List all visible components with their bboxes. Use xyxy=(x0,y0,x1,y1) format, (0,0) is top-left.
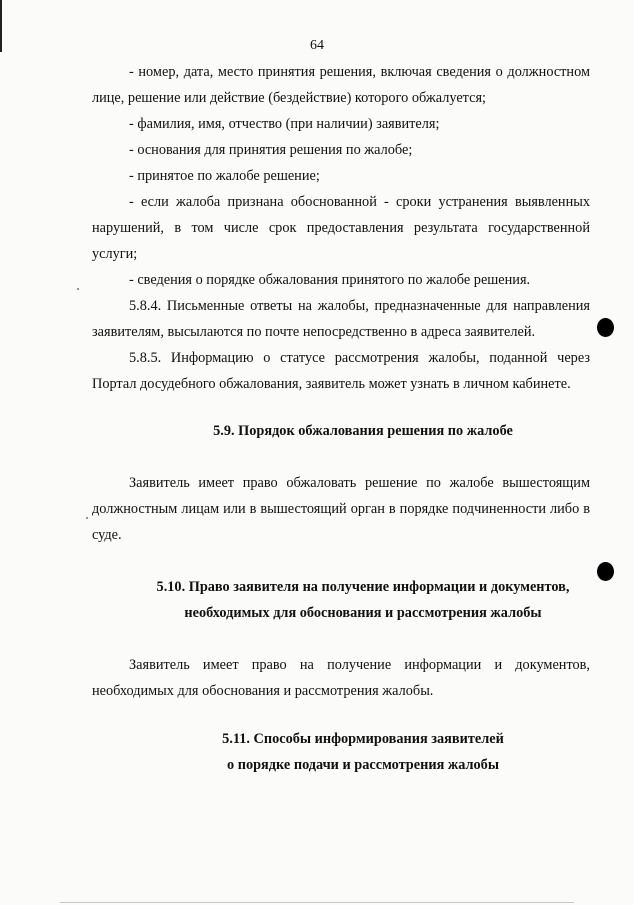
list-item: - сведения о порядке обжалования принятого по жалобе решения. xyxy=(129,272,531,288)
heading-line: 5.10. Право заявителя на получение информации и документов, xyxy=(156,579,570,595)
list-item: - если жалоба признана обоснованной - сроки устранения выявленных нарушений, в том числе срок предоставления результата государственной услуги; xyxy=(92,194,590,262)
scan-speck xyxy=(77,288,79,290)
list-item: - основания для принятия решения по жалобе; xyxy=(129,142,413,158)
list-item: - принятое по жалобе решение; xyxy=(129,168,320,184)
scan-bottom-line xyxy=(60,902,574,903)
section-heading-5-9: 5.9. Порядок обжалования решения по жалобе xyxy=(213,423,513,439)
punch-hole xyxy=(597,318,614,337)
list-item: - номер, дата, место принятия решения, включая сведения о должностном лице, решение или действие (бездействие) которого обжалуется; xyxy=(92,64,590,106)
section-text-5-10: Заявитель имеет право на получение информации и документов, необходимых для обоснования и рассмотрения жалобы. xyxy=(92,657,590,699)
document-body xyxy=(92,59,590,778)
page-number: 64 xyxy=(310,38,324,53)
heading-line: необходимых для обоснования и рассмотрения жалобы xyxy=(184,605,542,621)
scan-speck xyxy=(86,517,88,519)
section-heading-5-11 xyxy=(92,726,590,778)
section-text-5-9: Заявитель имеет право обжаловать решение по жалобе вышестоящим должностным лицам или в вышестоящий орган в порядке подчиненности либо в суде. xyxy=(92,475,590,543)
list-item: - фамилия, имя, отчество (при наличии) заявителя; xyxy=(129,116,440,132)
section-heading-5-10 xyxy=(92,574,590,626)
paragraph-5-8-4: 5.8.4. Письменные ответы на жалобы, предназначенные для направления заявителям, высылаются по почте непосредственно в адреса заявителей. xyxy=(92,298,590,340)
paragraph-5-8-5: 5.8.5. Информацию о статусе рассмотрения жалобы, поданной через Портал досудебного обжалования, заявитель может узнать в личном кабинете. xyxy=(92,350,590,392)
heading-line: о порядке подачи и рассмотрения жалобы xyxy=(227,757,499,773)
punch-hole xyxy=(597,562,614,581)
heading-line: 5.11. Способы информирования заявителей xyxy=(222,731,504,747)
